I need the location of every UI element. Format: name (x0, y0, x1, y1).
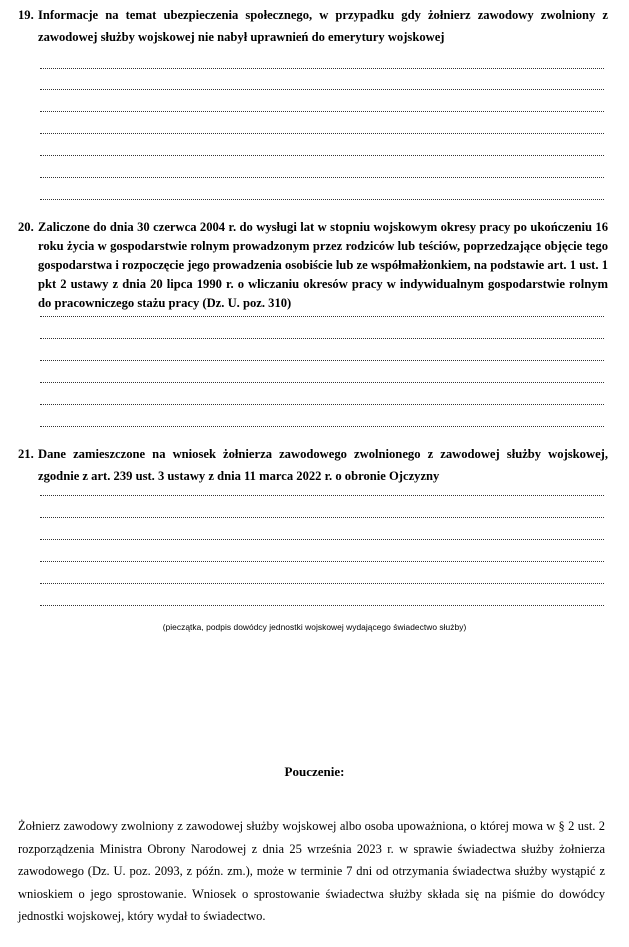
section-19-fill-line[interactable] (40, 133, 604, 134)
notice-title: Pouczenie: (284, 764, 345, 779)
signature-caption: (pieczątka, podpis dowódcy jednostki wojskowej wydającego świadectwo służby) (162, 622, 467, 632)
section-20-text: Zaliczone do dnia 30 czerwca 2004 r. do wysługi lat w stopniu wojskowym okresy pracy po ukończeniu 16 roku życia w gospodarstwie rolnym prowadzonym przez rodziców lub teściów, poprzedzające objęcie tego gospodarstwa i rozpoczęcie jego prowadzenia osobiście lub ze współmałżonkiem, na podstawie art. 1 ust. 1 pkt 2 ustawy z dnia 20 lipca 1990 r. o wliczaniu okresów pracy w indywidualnym gospodarstwie rolnym do pracowniczego stażu pracy (Dz. U. poz. 310) (38, 220, 608, 310)
section-19-fill-line[interactable] (40, 199, 604, 200)
section-21-heading (18, 443, 608, 487)
section-19-fill-line[interactable] (40, 89, 604, 90)
notice-body: Żołnierz zawodowy zwolniony z zawodowej służby wojskowej albo osoba upoważniona, o której mowa w § 2 ust. 2 rozporządzenia Ministra Obrony Narodowej z dnia 25 września 2023 r. w sprawie świadectwa służby żołnierza zawodowego (Dz. U. poz. 2093, z późn. zm.), może w terminie 7 dni od otrzymania świadectwa służby wystąpić z wnioskiem o jego sprostowanie. Wniosek o sprostowanie świadectwa służby składa się na piśmie do dowódcy jednostki wojskowej, który wydał to świadectwo. (18, 819, 605, 924)
section-21-fill-line[interactable] (40, 583, 604, 584)
section-20-fill-line[interactable] (40, 338, 604, 339)
section-21-fill-line[interactable] (40, 539, 604, 540)
section-20 (18, 218, 608, 313)
section-21-text: Dane zamieszczone na wniosek żołnierza zawodowego zwolnionego z zawodowej służby wojskowej, zgodnie z art. 239 ust. 3 ustawy z dnia 11 marca 2022 r. o obronie Ojczyzny (38, 447, 608, 483)
section-19 (18, 4, 608, 48)
section-20-heading (18, 218, 608, 313)
section-19-heading (18, 4, 608, 48)
section-21 (18, 443, 608, 487)
section-20-fill-line[interactable] (40, 382, 604, 383)
section-20-fill-line[interactable] (40, 360, 604, 361)
section-20-number: 20. (18, 220, 34, 234)
section-21-fill-line[interactable] (40, 517, 604, 518)
section-19-fill-line[interactable] (40, 155, 604, 156)
section-20-fill-line[interactable] (40, 404, 604, 405)
section-20-fill-line[interactable] (40, 426, 604, 427)
section-21-fill-line[interactable] (40, 561, 604, 562)
section-19-text: Informacje na temat ubezpieczenia społecznego, w przypadku gdy żołnierz zawodowy zwolniony z zawodowej służby wojskowej nie nabył uprawnień do emerytury wojskowej (38, 8, 608, 44)
section-19-number: 19. (18, 8, 34, 22)
section-21-fill-line[interactable] (40, 495, 604, 496)
section-19-fill-line[interactable] (40, 111, 604, 112)
section-21-number: 21. (18, 447, 34, 461)
section-21-fill-line[interactable] (40, 605, 604, 606)
section-19-fill-line[interactable] (40, 68, 604, 69)
section-20-fill-line[interactable] (40, 316, 604, 317)
section-19-fill-line[interactable] (40, 177, 604, 178)
